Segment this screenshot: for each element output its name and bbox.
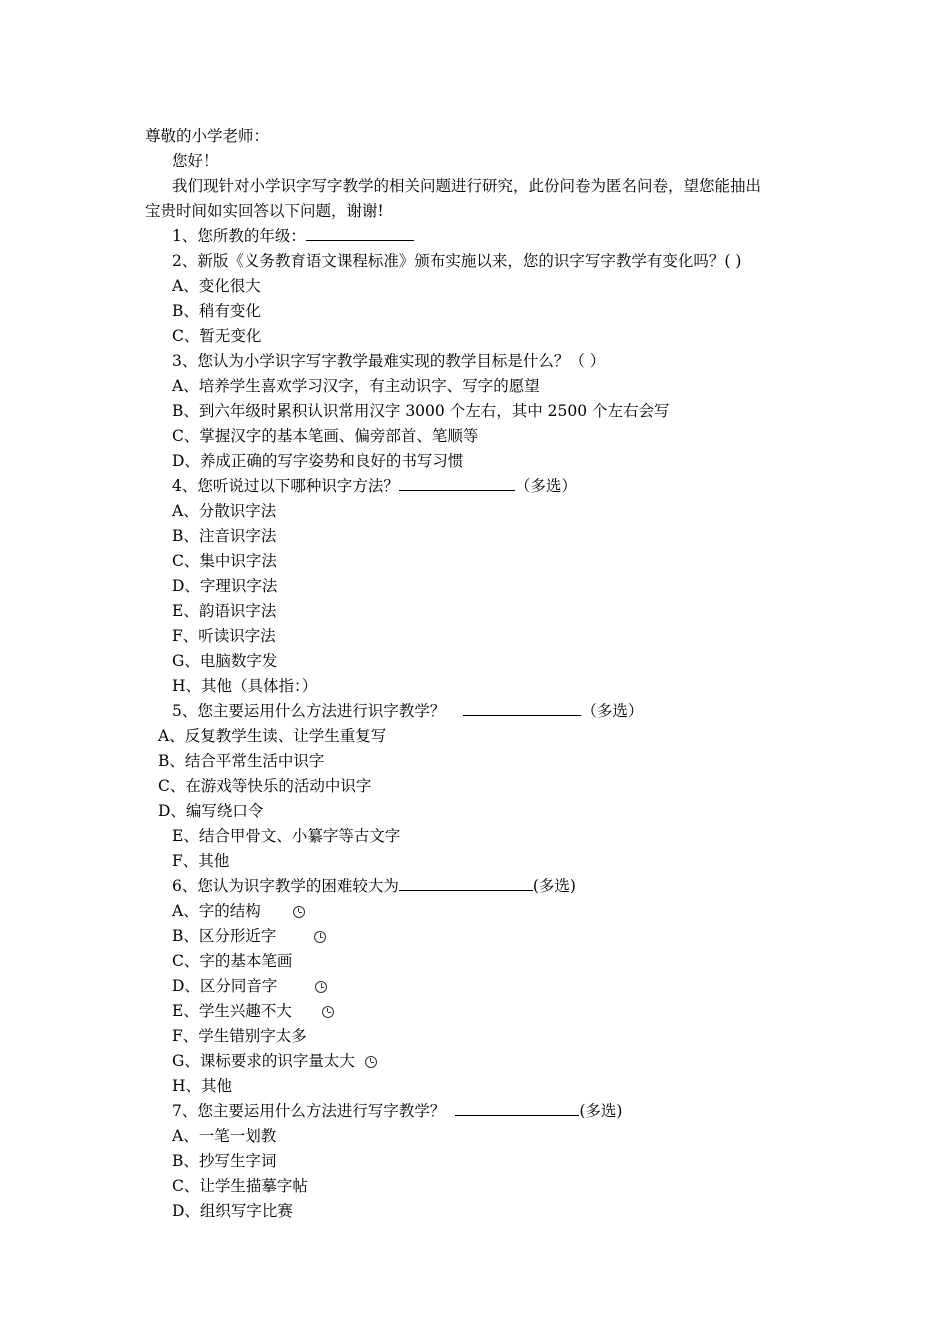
q3-option[interactable]: D、养成正确的写字姿势和良好的书写习惯 — [172, 452, 464, 470]
q5-option[interactable]: C、在游戏等快乐的活动中识字 — [158, 777, 372, 795]
question-3-text: 3、您认为小学识字写字教学最难实现的教学目标是什么？（ ） — [172, 352, 606, 370]
question-1-text: 1、您所教的年级： — [172, 227, 306, 245]
salutation: 尊敬的小学老师： — [145, 127, 270, 145]
q3-option[interactable]: B、到六年级时累积认识常用汉字 3000 个左右，其中 2500 个左右会写 — [172, 402, 670, 420]
question-5-text: 5、您主要运用什么方法进行识字教学？ — [172, 702, 446, 720]
question-7-text: 7、您主要运用什么方法进行写字教学？ — [172, 1102, 446, 1120]
q4-option[interactable]: F、听读识字法 — [172, 627, 276, 645]
q7-option[interactable]: D、组织写字比赛 — [172, 1202, 293, 1220]
q6-option-label: D、区分同音字 — [172, 977, 278, 995]
question-6-suffix: (多选) — [532, 877, 576, 895]
question-1 — [172, 225, 414, 247]
q5-option[interactable]: E、结合甲骨文、小纂字等古文字 — [172, 827, 401, 845]
q4-option[interactable]: D、字理识字法 — [172, 577, 278, 595]
clock-icon — [314, 931, 326, 943]
question-7 — [172, 1100, 622, 1122]
q2-option[interactable]: C、暂无变化 — [172, 327, 262, 345]
q6-option[interactable] — [172, 900, 305, 922]
question-7-suffix: (多选) — [579, 1102, 623, 1120]
clock-icon — [315, 981, 327, 993]
q6-option-label: A、字的结构 — [172, 902, 261, 920]
clock-icon — [293, 906, 305, 918]
answer-blank-7[interactable] — [455, 1100, 579, 1116]
q6-option[interactable] — [172, 975, 327, 997]
q4-option[interactable]: B、注音识字法 — [172, 527, 277, 545]
question-4-text: 4、您听说过以下哪种识字方法？ — [172, 477, 399, 495]
q5-option[interactable]: F、其他 — [172, 852, 230, 870]
q4-option[interactable]: A、分散识字法 — [172, 502, 277, 520]
question-5 — [172, 700, 643, 722]
intro-line-2: 宝贵时间如实回答以下问题，谢谢! — [145, 202, 384, 220]
q4-option[interactable]: H、其他（具体指：） — [172, 677, 318, 695]
answer-blank-4[interactable] — [399, 475, 515, 491]
q6-option-label: B、区分形近字 — [172, 927, 277, 945]
q6-option[interactable] — [172, 925, 326, 947]
q7-option[interactable]: C、让学生描摹字帖 — [172, 1177, 308, 1195]
q5-option[interactable]: D、编写绕口令 — [158, 802, 264, 820]
q2-option[interactable]: A、变化很大 — [172, 277, 261, 295]
clock-icon — [322, 1006, 334, 1018]
question-4-suffix: （多选） — [514, 477, 577, 495]
q2-option[interactable]: B、稍有变化 — [172, 302, 261, 320]
answer-blank-6[interactable] — [399, 875, 533, 891]
q6-option[interactable] — [172, 1050, 377, 1072]
q6-option[interactable]: F、学生错别字太多 — [172, 1027, 307, 1045]
q3-option[interactable]: A、培养学生喜欢学习汉字，有主动识字、写字的愿望 — [172, 377, 540, 395]
clock-icon — [365, 1056, 377, 1068]
q5-option[interactable]: B、结合平常生活中识字 — [158, 752, 325, 770]
q6-option[interactable] — [172, 1000, 334, 1022]
intro-line-1: 我们现针对小学识字写字教学的相关问题进行研究，此份问卷为匿名问卷，望您能抽出 — [172, 177, 762, 195]
q4-option[interactable]: C、集中识字法 — [172, 552, 277, 570]
question-5-suffix: （多选） — [581, 702, 644, 720]
question-6-text: 6、您认为识字教学的困难较大为 — [172, 877, 399, 895]
q6-option-label: E、学生兴趣不大 — [172, 1002, 292, 1020]
answer-blank-1[interactable] — [306, 225, 414, 241]
q3-option[interactable]: C、掌握汉字的基本笔画、偏旁部首、笔顺等 — [172, 427, 479, 445]
q7-option[interactable]: A、一笔一划教 — [172, 1127, 277, 1145]
q6-option-label: G、课标要求的识字量太大 — [172, 1052, 355, 1070]
q4-option[interactable]: E、韵语识字法 — [172, 602, 277, 620]
question-6 — [172, 875, 576, 897]
answer-blank-5[interactable] — [463, 700, 581, 716]
greeting: 您好！ — [172, 152, 219, 170]
question-4 — [172, 475, 577, 497]
q7-option[interactable]: B、抄写生字词 — [172, 1152, 277, 1170]
q6-option[interactable]: C、字的基本笔画 — [172, 952, 293, 970]
question-2-text: 2、新版《义务教育语文课程标准》颁布实施以来，您的识字写字教学有变化吗？( ) — [172, 252, 742, 270]
q5-option[interactable]: A、反复教学生读、让学生重复写 — [158, 727, 387, 745]
q4-option[interactable]: G、电脑数字发 — [172, 652, 278, 670]
q6-option[interactable]: H、其他 — [172, 1077, 233, 1095]
